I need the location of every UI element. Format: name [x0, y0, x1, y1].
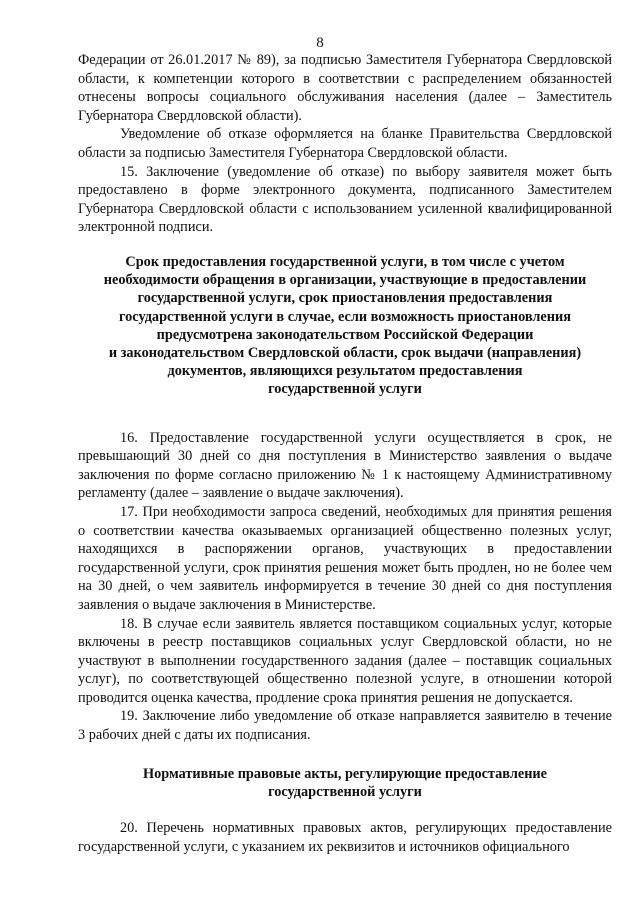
heading-line: государственной услуги в случае, если возможность приостановления	[119, 308, 571, 325]
section-heading-legal-acts	[78, 765, 612, 801]
document-body	[78, 51, 612, 856]
paragraph-continuation: Федерации от 26.01.2017 № 89), за подписью Заместителя Губернатора Свердловской области, к компетенции которого в соответствии с распределением обязанностей отнесены вопросы социального обслуживания населения (далее – Заместитель Губернатора Свердловской области).	[78, 52, 612, 124]
heading-line: государственной услуги	[268, 783, 422, 800]
paragraph-refusal-form: Уведомление об отказе оформляется на бланке Правительства Свердловской области за подписью Заместителя Губернатора Свердловской области.	[78, 126, 612, 161]
heading-line: и законодательством Свердловской области, срок выдачи (направления)	[108, 344, 582, 361]
heading-line: необходимости обращения в организации, участвующие в предоставлении	[103, 272, 587, 289]
page-number: 8	[316, 35, 324, 51]
heading-line: Срок предоставления государственной услуги, в том числе с учетом	[125, 253, 565, 270]
paragraph-19: 19. Заключение либо уведомление об отказе направляется заявителю в течение 3 рабочих дней с даты их подписания.	[78, 708, 612, 744]
paragraph-18: 18. В случае если заявитель является поставщиком социальных услуг, которые включены в реестр поставщиков социальных услуг Свердловской области, но не участвуют в выполнении государственного задания (далее – поставщик социальных услуг), по соответствующей общественно полезной услуге, в отношении которой проводится оценка качества, продление срока принятия решения не допускается.	[78, 615, 612, 706]
paragraph-17: 17. При необходимости запроса сведений, необходимых для принятия решения о соответствии качества оказываемых организацией общественно полезных услуг, находящихся в распоряжении органов, участвующих в предоставлении государственной услуги, срок принятия решения может быть продлен, но не более чем на 30 дней, о чем заявитель информируется в течение 30 дней со дня поступления заявления о выдаче заключения в Министерстве.	[78, 503, 612, 613]
paragraph-20: 20. Перечень нормативных правовых актов, регулирующих предоставление государственной услуги, с указанием их реквизитов и источников официального	[78, 820, 612, 855]
heading-line: документов, являющихся результатом предоставления	[167, 363, 523, 380]
heading-line: государственной услуги, срок приостановления предоставления	[137, 290, 553, 307]
section-heading-term	[78, 253, 612, 399]
heading-line: предусмотрена законодательством Российской Федерации	[156, 326, 534, 343]
paragraph-16: 16. Предоставление государственной услуги осуществляется в срок, не превышающий 30 дней со дня поступления в Министерство заявления о выдаче заключения по форме согласно приложению № 1 к настоящему Административному регламенту (далее – заявление о выдаче заключения).	[78, 429, 612, 502]
heading-line: Нормативные правовые акты, регулирующие предоставление	[142, 765, 548, 782]
heading-line: государственной услуги	[268, 381, 422, 398]
paragraph-15: 15. Заключение (уведомление об отказе) по выбору заявителя может быть предоставлено в форме электронного документа, подписанного Заместителем Губернатора Свердловской области с использованием усиленной квалифицированной электронной подписи.	[78, 163, 612, 236]
